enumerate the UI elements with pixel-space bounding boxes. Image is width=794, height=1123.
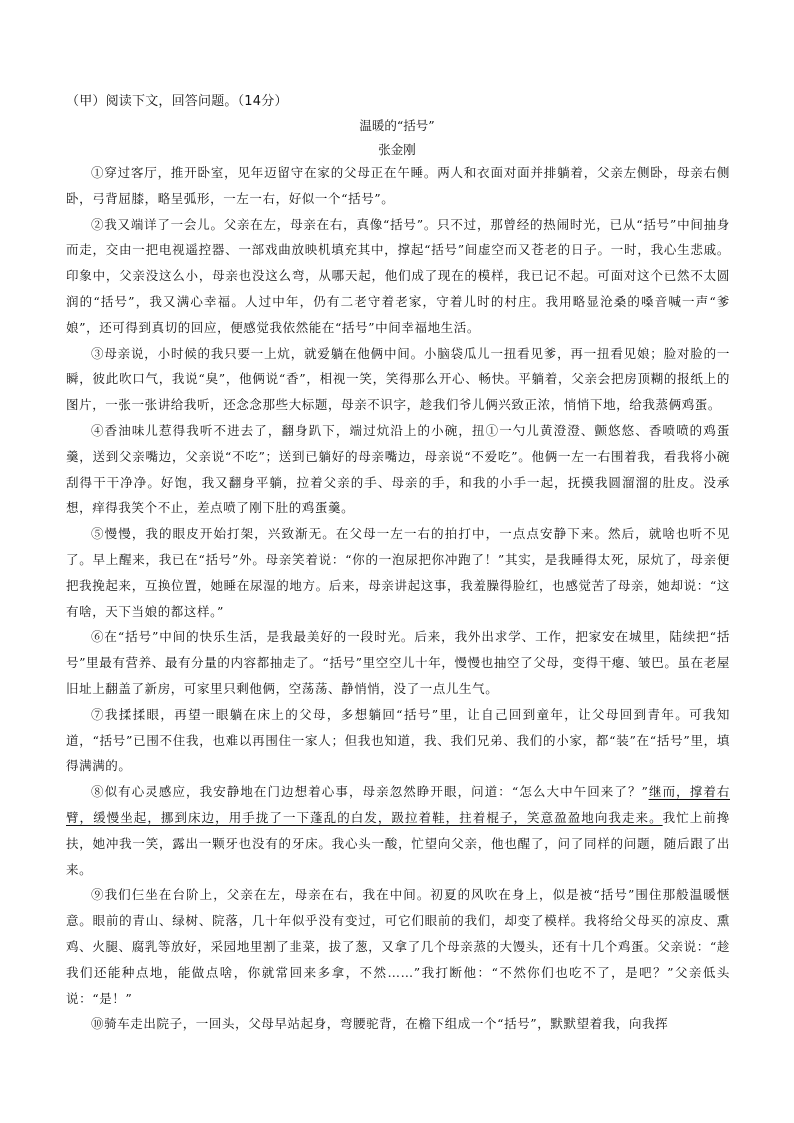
paragraph-7: ⑦我揉揉眼，再望一眼躺在床上的父母，多想躺回“括号”里，让自己回到童年，让父母回到青年。可我知道，“括号”已围不住我，也难以再围住一家人；但我也知道，我、我们兄弟、我们的小家，都“装”在“括号”里，填得满满的。 — [66, 706, 730, 774]
article-title: 温暖的“括号” — [359, 118, 435, 133]
paragraph-3: ③母亲说，小时候的我只要一上炕，就爱躺在他俩中间。小脑袋瓜儿一扭看见爹，再一扭看见娘；脸对脸的一瞬，彼此吹口气，我说“臭”，他俩说“香”，相视一笑，笑得那么开心、畅快。平躺着，父亲会把房顶糊的报纸上的图片，一张一张讲给我听，还念念那些大标题，母亲不识字，趁我们爷儿俩兴致正浓，悄悄下地，给我蒸俩鸡蛋。 — [66, 345, 730, 413]
article-body — [66, 160, 730, 1037]
paragraph-9: ⑨我们仨坐在台阶上，父亲在左，母亲在右，我在中间。初夏的风吹在身上，似是被“括号”围住那般温暖惬意。眼前的青山、绿树、院落，几十年似乎没有变过，可它们眼前的我们，却变了模样。我将给父母买的凉皮、熏鸡、火腿、腐乳等放好，采园地里割了韭菜，拔了葱，又拿了几个母亲蒸的大馒头，还有十几个鸡蛋。父亲说：“趁我们还能种点地，能做点啥，你就常回来多拿，不然……”我打断他：“不然你们也吃不了，是吧？”父亲低头说：“是！” — [66, 887, 730, 1006]
underlined-sentence: 继而，撑着右臂，缓慢坐起，挪到床边，用手拢了一下蓬乱的白发，趿拉着鞋，拄着棍子，笑意盈盈地向我走来。 — [66, 784, 730, 825]
paragraph-4: ④香油味儿惹得我听不进去了，翻身趴下，端过炕沿上的小碗，扭①一勺儿黄澄澄、颤悠悠、香喷喷的鸡蛋羹，送到父亲嘴边，父亲说“不吃”；送到已躺好的母亲嘴边，母亲说“不爱吃”。他俩一左一右围着我，看我将小碗刮得干干净净。好饱，我又翻身平躺，拉着父亲的手、母亲的手，和我的小手一起，抚摸我圆溜溜的肚皮。没承想，痒得我笑个不止，差点喷了刚下肚的鸡蛋羹。 — [66, 422, 730, 516]
paragraph-10: ⑩骑车走出院子，一回头，父母早站起身，弯腰驼背，在檐下组成一个“括号”，默默望着我，向我挥 — [91, 1016, 669, 1032]
question-header: （甲）阅读下文，回答问题。（14分） — [66, 94, 288, 109]
paragraph-6: ⑥在“括号”中间的快乐生活，是我最美好的一段时光。后来，我外出求学、工作，把家安在城里，陆续把“括号”里最有营养、最有分量的内容都抽走了。“括号”里空空儿十年，慢慢也抽空了父母，变得干瘪、皱巴。虽在老屋旧址上翻盖了新房，可家里只剩他俩，空荡荡、静悄悄，没了一点儿生气。 — [66, 629, 730, 696]
paragraph-1: ①穿过客厅，推开卧室，见年迈留守在家的父母正在午睡。两人和衣面对面并排躺着，父亲左侧卧，母亲右侧卧，弓背屈膝，略呈弧形，一左一右，好似一个“括号”。 — [66, 165, 730, 206]
article-author: 张金刚 — [378, 142, 416, 157]
paragraph-8: ⑧似有心灵感应，我安静地在门边想着心事，母亲忽然睁开眼，问道：“怎么大中午回来了？”继而，撑着右臂，缓慢坐起，挪到床边，用手拢了一下蓬乱的白发，趿拉着鞋，拄着棍子，笑意盈盈地向我走来。我忙上前搀扶，她冲我一笑，露出一颗牙也没有的牙床。我心头一酸，忙望向父亲，他也醒了，问了同样的问题，随后跟了出来。 — [66, 784, 730, 877]
paragraph-5: ⑤慢慢，我的眼皮开始打架，兴致渐无。在父母一左一右的拍打中，一点点安静下来。然后，就啥也听不见了。早上醒来，我已在“括号”外。母亲笑着说：“你的一泡尿把你冲跑了！”其实，是我睡得太死，尿炕了，母亲便把我挽起来，互换位置，她睡在尿湿的地方。后来，母亲讲起这事，我羞臊得脸红，也感觉苦了母亲，她却说：“这有啥，天下当娘的都这样。” — [66, 526, 730, 619]
paragraph-2: ②我又端详了一会儿。父亲在左，母亲在右，真像“括号”。只不过，那曾经的热闹时光，已从“括号”中间抽身而走，交由一把电视遥控器、一部戏曲放映机填充其中，撑起“括号”间虚空而又苍老的日子。一时，我心生悲戚。印象中，父亲没这么小，母亲也没这么弯，从哪天起，他们成了现在的模样，我已记不起。可面对这个已然不太圆润的“括号”，我又满心幸福。人过中年，仍有二老守着老家，守着儿时的村庄。我用略显沧桑的嗓音喊一声“爹娘”，还可得到真切的回应，便感觉我依然能在“括号”中间幸福地生活。 — [66, 216, 730, 335]
